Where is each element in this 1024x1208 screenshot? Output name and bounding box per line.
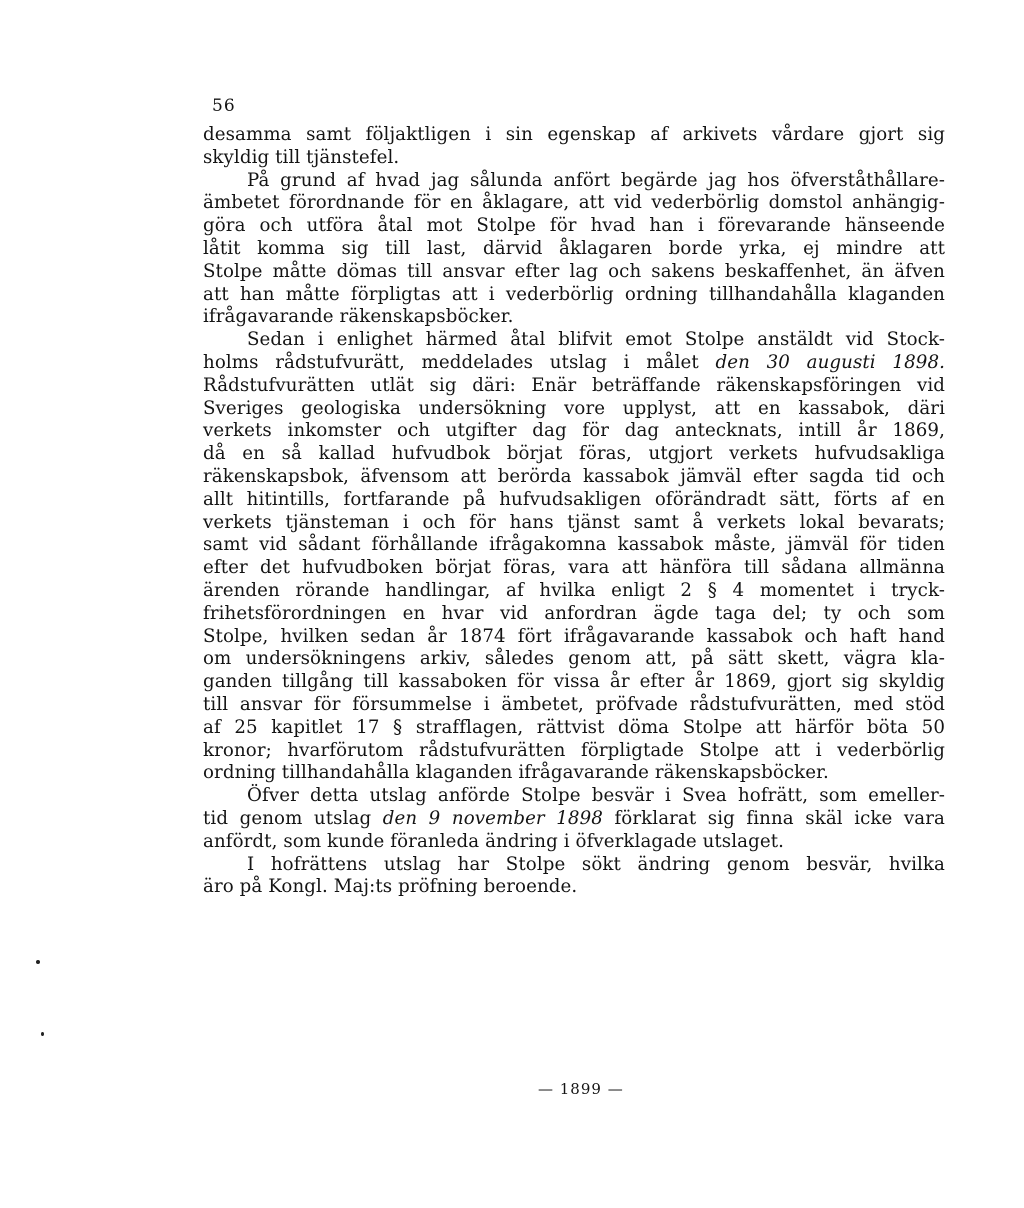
text-line: kronor; hvarförutom rådstufvurätten förpligtade Stolpe att i vederbörlig: [203, 739, 945, 761]
text-line: om undersökningens arkiv, således genom att, på sätt skett, vägra kla-: [203, 648, 945, 670]
text-line: Stolpe måtte dömas till ansvar efter lag och sakens beskaffenhet, än äfven: [203, 260, 945, 282]
text-line: skyldig till tjänstefel.: [203, 146, 400, 168]
text-line: På grund af hvad jag sålunda anfört begärde jag hos öfverståthållare-: [247, 169, 945, 191]
date-italic: den 30 augusti 1898.: [715, 351, 945, 373]
scan-speck: [36, 960, 40, 964]
text-segment: förklarat sig finna skäl icke vara: [602, 807, 945, 829]
text-line: efter det hufvudboken börjat föras, vara att hänföra till sådana allmänna: [203, 557, 945, 579]
text-line: då en så kallad hufvudbok börjat föras, utgjort verkets hufvudsakliga: [203, 443, 945, 465]
text-line: Sedan i enlighet härmed åtal blifvit emot Stolpe anstäldt vid Stock-: [247, 329, 945, 351]
text-line: att han måtte förpligtas att i vederbörlig ordning tillhandahålla klaganden: [203, 283, 945, 305]
text-line: till ansvar för försummelse i ämbetet, pröfvade rådstufvurätten, med stöd: [203, 693, 945, 715]
text-line: äro på Kongl. Maj:ts pröfning beroende.: [203, 876, 578, 898]
text-line: ärenden rörande handlingar, af hvilka enligt 2 § 4 momentet i tryck-: [203, 579, 945, 601]
text-segment: tid genom utslag: [203, 807, 383, 829]
text-segment: holms rådstufvurätt, meddelades utslag i målet: [203, 351, 716, 373]
document-body: [203, 124, 945, 899]
text-line: af 25 kapitlet 17 § strafflagen, rättvist döma Stolpe att härför böta 50: [203, 716, 945, 738]
text-line: anfördt, som kunde föranleda ändring i öfverklagade utslaget.: [203, 830, 784, 852]
text-line: [203, 808, 945, 831]
year-mark: — 1899 —: [538, 1080, 624, 1098]
text-line: samt vid sådant förhållande ifrågakomna kassabok måste, jämväl för tiden: [203, 534, 945, 556]
text-line: räkenskapsbok, äfvensom att berörda kassabok jämväl efter sagda tid och: [203, 465, 945, 487]
text-line: ganden tillgång till kassaboken för vissa år efter år 1869, gjort sig skyldig: [203, 671, 945, 693]
text-line: I hofrättens utslag har Stolpe sökt ändring genom besvär, hvilka: [247, 853, 945, 875]
text-line: Sveriges geologiska undersökning vore upplyst, att en kassabok, däri: [203, 397, 945, 419]
text-line: göra och utföra åtal mot Stolpe för hvad han i förevarande hänseende: [203, 215, 945, 237]
text-line: Stolpe, hvilken sedan år 1874 fört ifrågavarande kassabok och haft hand: [203, 625, 945, 647]
text-line: Öfver detta utslag anförde Stolpe besvär i Svea hofrätt, som emeller-: [247, 785, 945, 807]
text-line: ämbetet förordnande för en åklagare, att vid vederbörlig domstol anhängig-: [203, 192, 945, 214]
text-line: frihetsförordningen en hvar vid anfordran ägde taga del; ty och som: [203, 602, 945, 624]
text-line: desamma samt följaktligen i sin egenskap af arkivets vårdare gjort sig: [203, 124, 945, 145]
text-line: verkets inkomster och utgifter dag för dag antecknats, intill år 1869,: [203, 420, 945, 442]
text-line: [203, 352, 945, 375]
text-line: verkets tjänsteman i och för hans tjänst samt å verkets lokal bevarats;: [203, 511, 945, 533]
scan-speck: [41, 1032, 44, 1036]
text-line: ifrågavarande räkenskapsböcker.: [203, 306, 514, 328]
date-italic: den 9 november 1898: [382, 807, 603, 829]
page-number: 56: [212, 96, 236, 116]
text-line: allt hitintills, fortfarande på hufvudsakligen oförändradt sätt, förts af en: [203, 488, 945, 510]
text-line: Rådstufvurätten utlät sig däri: Enär beträffande räkenskapsföringen vid: [203, 374, 945, 396]
text-line: låtit komma sig till last, därvid åklagaren borde yrka, ej mindre att: [203, 237, 945, 259]
text-line: ordning tillhandahålla klaganden ifrågavarande räkenskapsböcker.: [203, 762, 829, 784]
